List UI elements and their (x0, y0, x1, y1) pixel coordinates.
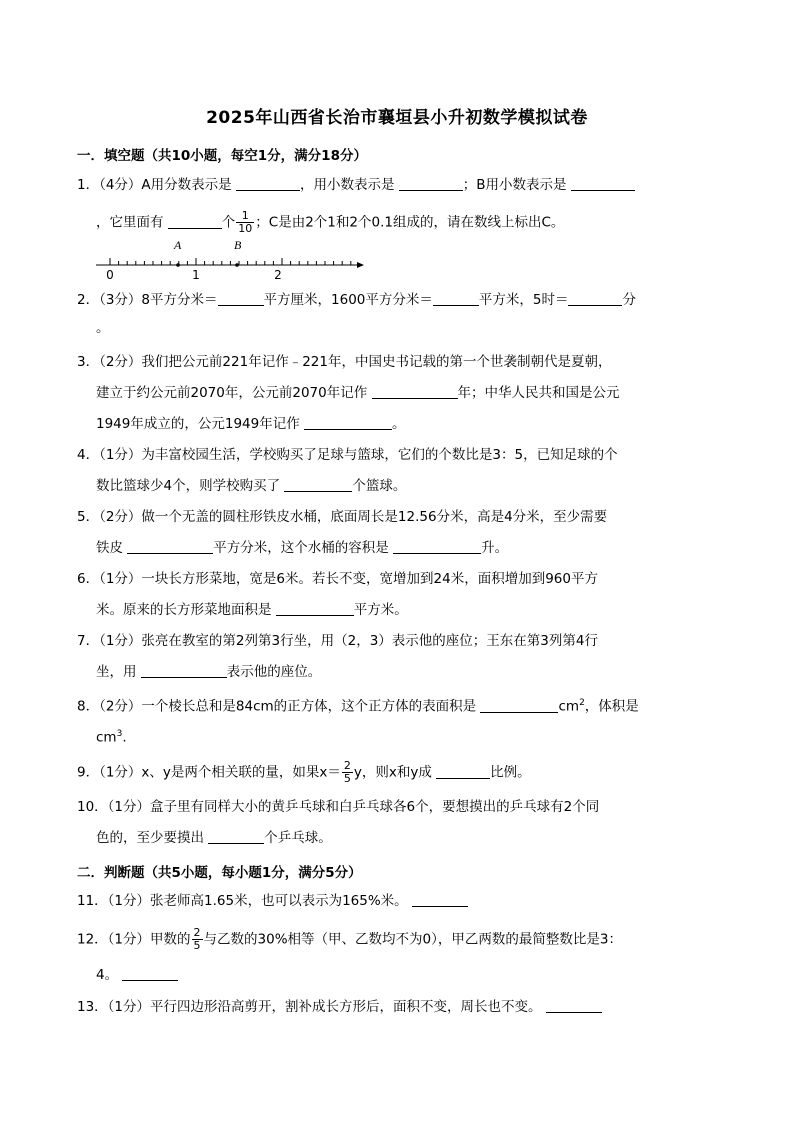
question-7-line-1: 7．（1分）张亮在教室的第2列第3行坐，用（2，3）表示他的座位；王东在第3列第4行 (77, 633, 598, 649)
q2-mid2: 平方米，5时＝ (478, 292, 569, 308)
q8-sup-3: 3 (116, 729, 123, 739)
q3-blank-1[interactable] (372, 384, 458, 399)
q9-fraction-numerator: 2 (343, 759, 351, 772)
q2-blank-3[interactable] (568, 291, 622, 306)
page-title: 2025年山西省长治市襄垣县小升初数学模拟试卷 (206, 108, 588, 128)
axis-label-2: 2 (274, 268, 282, 280)
q2-mid1: 平方厘米，1600平方分米＝ (263, 292, 433, 308)
q12-b: 与乙数的30%相等（甲、乙数均不为0），甲乙两数的最简整数比是3： (203, 931, 622, 948)
q3-blank-2[interactable] (304, 415, 392, 430)
point-a-dot (176, 263, 180, 267)
q11-blank-1[interactable] (412, 892, 468, 907)
q5-line2-b: 平方分米，这个水桶的容积是 (213, 540, 389, 556)
q1-mid1: ，用小数表示是 (299, 177, 395, 193)
q1-prefix: 1．（4分）A用分数表示是 (77, 177, 232, 193)
q9-b: y，则x和y成 (353, 764, 432, 781)
q2-blank-1[interactable] (218, 291, 264, 306)
q3-line2-b: 年；中华人民共和国是公元 (457, 385, 620, 401)
point-b-dot (235, 263, 239, 267)
q10-line2-b: 个乒乓球。 (264, 830, 332, 846)
q12-fraction-denominator: 5 (193, 939, 201, 952)
q4-blank-1[interactable] (284, 477, 352, 492)
q8-unit-cm3: cm (96, 729, 117, 746)
q9-fraction (342, 760, 353, 785)
q9-fraction-denominator: 5 (343, 772, 351, 785)
question-13-line-1 (77, 998, 602, 1016)
question-2-line-2: 。 (96, 320, 110, 336)
q2-prefix: 2．（3分）8平方分米＝ (77, 292, 218, 308)
question-1-line-1 (77, 176, 635, 194)
question-11-line-1 (77, 892, 468, 910)
number-line-ticks (110, 258, 351, 265)
question-9-line-1 (77, 760, 531, 785)
q10-line2-a: 色的，至少要摸出 (96, 830, 204, 846)
q5-blank-2[interactable] (393, 539, 481, 554)
question-3-line-3 (96, 415, 406, 433)
q5-line2-c: 升。 (481, 540, 509, 556)
q4-line2-b: 个篮球。 (352, 478, 407, 494)
q12-fraction (192, 927, 203, 952)
question-8-line-1 (77, 694, 639, 716)
number-line-arrow (357, 262, 364, 268)
question-3-line-2 (96, 384, 620, 402)
q8-line1-a: 8．（2分）一个棱长总和是84cm的正方体，这个正方体的表面积是 (77, 698, 477, 715)
q3-line3-a: 1949年成立的，公元1949年记作 (96, 416, 300, 432)
q6-line2-a: 米。原来的长方形菜地面积是 (96, 602, 272, 618)
q6-blank-1[interactable] (276, 601, 354, 616)
point-a-label: A (174, 238, 182, 252)
question-2-line-1 (77, 291, 636, 309)
q11-text: 11．（1分）张老师高1.65米，也可以表示为165%米。 (77, 893, 408, 909)
q1-blank-2[interactable] (399, 176, 463, 191)
question-10-line-2 (96, 829, 332, 847)
q8-unit-cm2: cm (558, 698, 580, 715)
question-5-line-2 (96, 539, 508, 557)
q1-fraction-numerator: 1 (236, 210, 254, 223)
q1-blank-3[interactable] (571, 176, 635, 191)
q12-a: 12．（1分）甲数的 (77, 931, 191, 948)
q12-line2: 4。 (96, 967, 119, 983)
question-10-line-1: 10．（1分）盒子里有同样大小的黄乒乓球和白乒乓球各6个，要想摸出的乒乓球有2个同 (77, 799, 600, 815)
q5-blank-1[interactable] (127, 539, 213, 554)
q12-blank-1[interactable] (122, 966, 178, 981)
axis-label-0: 0 (106, 268, 114, 280)
q12-fraction-numerator: 2 (193, 926, 201, 939)
q3-line2-a: 建立于约公元前2070年，公元前2070年记作 (96, 385, 368, 401)
question-12-line-2 (96, 966, 178, 984)
q4-line2-a: 数比篮球少4个，则学校购买了 (96, 478, 281, 494)
q5-line2-a: 铁皮 (96, 540, 123, 556)
q2-blank-2[interactable] (433, 291, 479, 306)
point-b-label: B (234, 238, 242, 252)
axis-label-1: 1 (192, 268, 200, 280)
question-6-line-2 (96, 601, 408, 619)
q8-sup-2: 2 (579, 698, 585, 708)
question-4-line-1: 4．（1分）为丰富校园生活，学校购买了足球与篮球，它们的个数比是3：5，已知足球的个 (77, 447, 618, 463)
q7-line2-a: 坐，用 (96, 664, 137, 680)
number-line[interactable] (92, 238, 367, 280)
q3-line3-b: 。 (392, 416, 406, 432)
section-heading-true-false: 二．判断题（共5小题，每小题1分，满分5分） (77, 865, 362, 881)
q1-line2-b: 个 (221, 214, 236, 231)
q1-mid2: ；B用小数表示是 (462, 177, 567, 193)
q7-blank-1[interactable] (141, 663, 227, 678)
question-8-line-2 (96, 725, 127, 747)
question-6-line-1: 6．（1分）一块长方形菜地，宽是6米。若长不变，宽增加到24米，面积增加到960平方 (77, 571, 598, 587)
q13-text: 13．（1分）平行四边形沿高剪开，割补成长方形后，面积不变，周长也不变。 (77, 999, 542, 1015)
question-3-line-1: 3．（2分）我们把公元前221年记作﹣221年，中国史书记载的第一个世袭制朝代是夏朝， (77, 354, 612, 370)
q8-line2-end: . (122, 729, 127, 746)
q1-blank-4[interactable] (168, 214, 222, 229)
question-12-line-1 (77, 927, 622, 952)
section-heading-fill-blank: 一．填空题（共10小题，每空1分，满分18分） (77, 148, 367, 164)
question-5-line-1: 5．（2分）做一个无盖的圆柱形铁皮水桶，底面周长是12.56分米，高是4分米，至少需要 (77, 509, 608, 525)
question-7-line-2 (96, 663, 321, 681)
q1-line2-a: ，它里面有 (96, 214, 164, 231)
question-4-line-2 (96, 477, 406, 495)
q6-line2-b: 平方米。 (353, 602, 408, 618)
q1-blank-1[interactable] (236, 176, 300, 191)
q9-a: 9．（1分）x、y是两个相关联的量，如果x＝ (77, 764, 341, 781)
q1-line2-c: ；C是由2个1和2个0.1组成的，请在数线上标出C。 (255, 214, 565, 231)
q8-line1-c: ，体积是 (584, 698, 639, 715)
q9-c: 比例。 (490, 764, 531, 781)
q1-fraction-denominator: 10 (238, 222, 253, 235)
q13-blank-1[interactable] (546, 998, 602, 1013)
question-1-line-2 (96, 210, 564, 235)
q2-end: 分 (622, 292, 636, 308)
q1-fraction (236, 210, 254, 235)
q9-blank-1[interactable] (436, 764, 490, 779)
q7-line2-b: 表示他的座位。 (226, 664, 322, 680)
q8-blank-1[interactable] (480, 698, 558, 713)
q10-blank-1[interactable] (208, 829, 264, 844)
